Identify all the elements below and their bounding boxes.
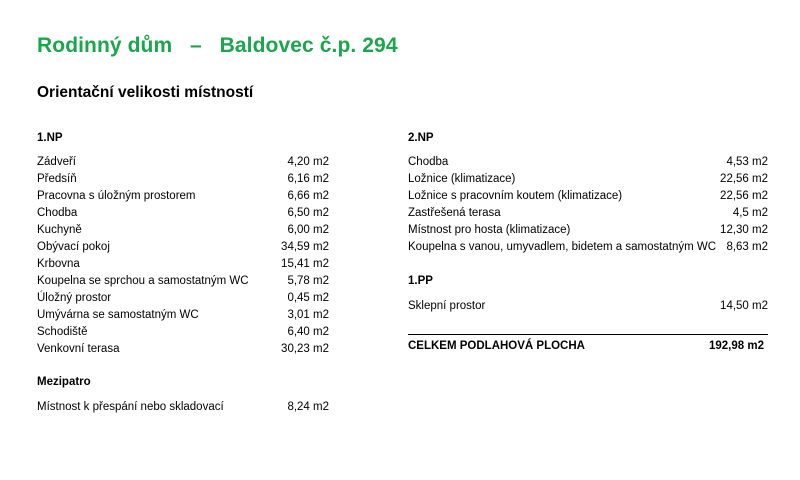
room-row — [37, 273, 329, 290]
room-name: Koupelna s vanou, umyvadlem, bidetem a samostatným WC — [408, 241, 717, 253]
room-area: 12,30 m2 — [720, 224, 768, 236]
room-row — [37, 290, 329, 307]
room-name: Chodba — [408, 156, 449, 168]
room-name: Venkovní terasa — [37, 343, 120, 355]
room-area: 4,5 m2 — [732, 207, 768, 219]
section-heading-mezipatro: Mezipatro — [37, 376, 91, 388]
section-heading-1pp: 1.PP — [408, 275, 433, 287]
room-row — [37, 341, 329, 358]
room-area: 22,56 m2 — [720, 173, 768, 185]
room-area: 22,56 m2 — [720, 190, 768, 202]
room-name: Ložnice (klimatizace) — [408, 173, 516, 185]
room-row — [408, 239, 768, 256]
room-row — [37, 188, 329, 205]
room-area: 0,45 m2 — [287, 292, 329, 304]
room-row — [37, 154, 329, 171]
room-name: Předsíň — [37, 173, 77, 185]
room-area: 4,20 m2 — [287, 156, 329, 168]
room-area: 14,50 m2 — [720, 300, 768, 312]
page-subtitle: Orientační velikosti místností — [37, 84, 254, 101]
room-row — [37, 171, 329, 188]
room-area: 3,01 m2 — [287, 309, 329, 321]
room-name: Umývárna se samostatným WC — [37, 309, 199, 321]
room-area: 6,00 m2 — [287, 224, 329, 236]
room-name: Obývací pokoj — [37, 241, 110, 253]
room-row — [408, 222, 768, 239]
room-name: Koupelna se sprchou a samostatným WC — [37, 275, 249, 287]
room-row — [37, 256, 329, 273]
room-area: 15,41 m2 — [281, 258, 329, 270]
room-name: Krbovna — [37, 258, 80, 270]
room-name: Ložnice s pracovním koutem (klimatizace) — [408, 190, 623, 202]
room-area: 6,66 m2 — [287, 190, 329, 202]
room-area: 30,23 m2 — [281, 343, 329, 355]
room-name: Místnost pro hosta (klimatizace) — [408, 224, 571, 236]
section-heading-1np: 1.NP — [37, 132, 63, 144]
room-row — [408, 154, 768, 171]
room-name: Pracovna s úložným prostorem — [37, 190, 196, 202]
page-title: Rodinný dům – Baldovec č.p. 294 — [37, 34, 398, 57]
room-area: 34,59 m2 — [281, 241, 329, 253]
total-label: CELKEM PODLAHOVÁ PLOCHA — [408, 340, 585, 352]
room-name: Místnost k přespání nebo skladovací — [37, 401, 224, 413]
room-name: Kuchyně — [37, 224, 82, 236]
room-area: 5,78 m2 — [287, 275, 329, 287]
room-area: 6,50 m2 — [287, 207, 329, 219]
room-area: 6,16 m2 — [287, 173, 329, 185]
room-name: Schodiště — [37, 326, 88, 338]
room-name: Chodba — [37, 207, 78, 219]
room-area: 8,63 m2 — [726, 241, 768, 253]
section-heading-2np: 2.NP — [408, 132, 434, 144]
room-row — [37, 324, 329, 341]
room-name: Zastřešená terasa — [408, 207, 501, 219]
room-name: Zádveří — [37, 156, 76, 168]
total-divider — [408, 334, 768, 335]
room-row — [37, 205, 329, 222]
room-row — [37, 222, 329, 239]
room-name: Úložný prostor — [37, 292, 112, 304]
room-row — [37, 399, 329, 416]
room-area: 4,53 m2 — [726, 156, 768, 168]
total-value: 192,98 m2 — [709, 340, 764, 352]
room-name: Sklepní prostor — [408, 300, 486, 312]
room-row — [37, 239, 329, 256]
room-row — [37, 307, 329, 324]
total-row — [408, 338, 768, 355]
room-area: 6,40 m2 — [287, 326, 329, 338]
room-row — [408, 298, 768, 315]
room-row — [408, 188, 768, 205]
room-row — [408, 205, 768, 222]
room-row — [408, 171, 768, 188]
room-area: 8,24 m2 — [287, 401, 329, 413]
